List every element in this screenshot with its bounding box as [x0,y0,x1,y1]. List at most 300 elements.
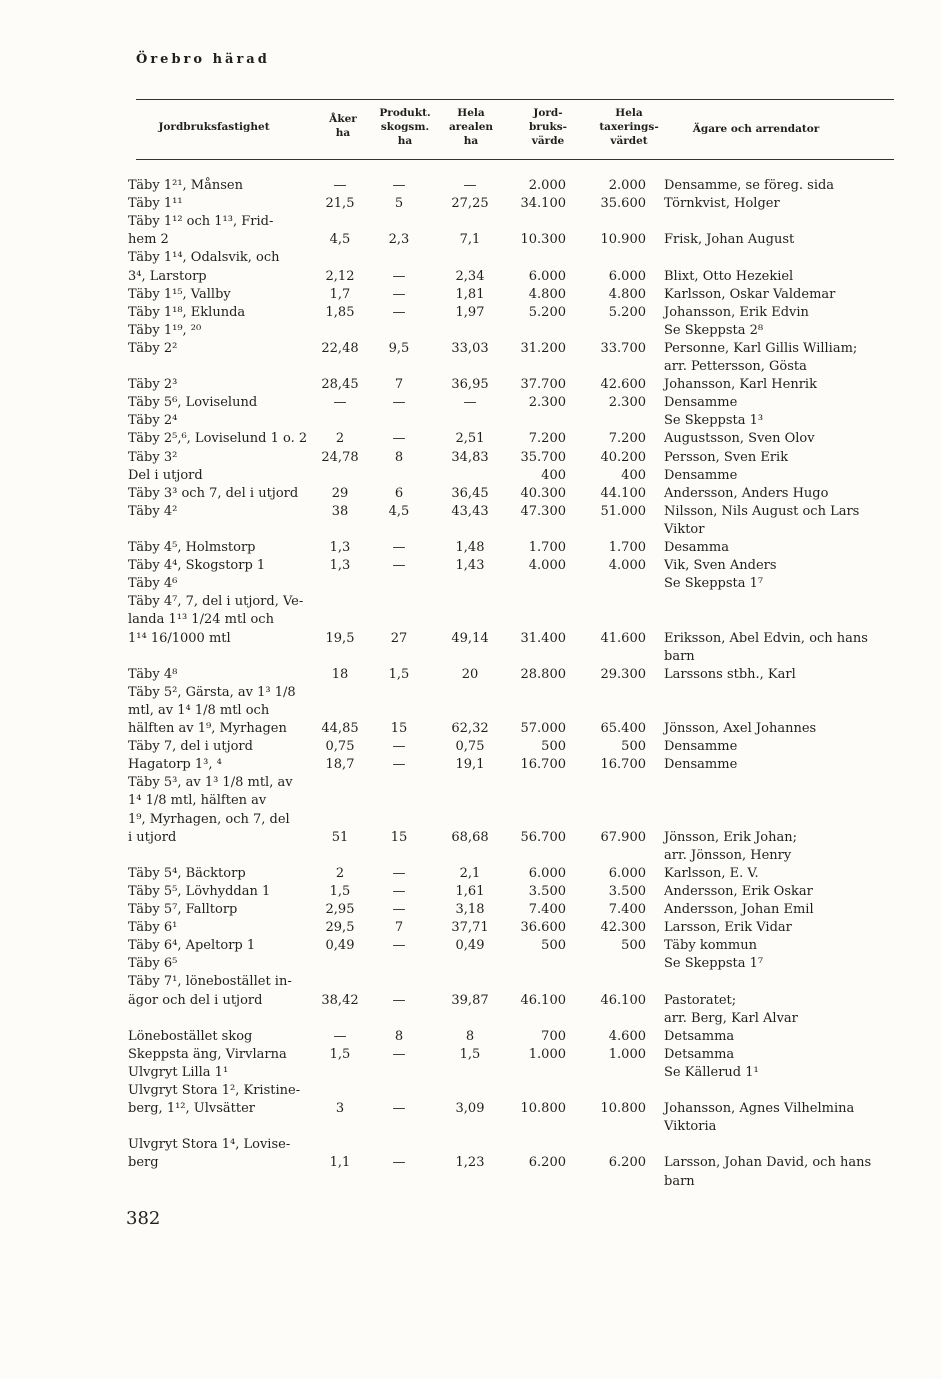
table-row [0,901,942,921]
aker-cell: 1,3 [329,558,351,574]
table-row [0,738,942,758]
aker-cell: 18,7 [325,757,355,773]
aker-cell: — [333,1028,347,1044]
aker-cell: 3 [335,1101,345,1117]
aker-cell: 38,42 [321,992,359,1008]
table-row [0,449,942,469]
areal-cell: 20 [461,666,479,682]
skog-cell: — [392,739,406,755]
areal-cell: 1,81 [455,286,485,302]
areal-cell: — [463,395,477,411]
table-row [0,322,942,342]
property-cell: Täby 2² [128,340,178,356]
property-cell: ägor och del i utjord [128,992,263,1008]
property-cell: mtl, av 1⁴ 1/8 mtl och [128,702,270,718]
jordbruksvarde-cell: 4.000 [528,558,566,574]
taxeringsvarde-cell: 6.000 [608,865,646,881]
property-cell: Täby 3³ och 7, del i utjord [128,485,299,501]
table-row [0,340,942,360]
areal-cell: 2,34 [455,268,485,284]
property-cell: Täby 2⁵,⁶, Loviselund 1 o. 2 [128,431,308,447]
skog-cell: 15 [390,721,408,736]
table-row [0,992,942,1012]
property-cell: Skeppsta äng, Virvlarna [128,1046,287,1062]
table-row [0,865,942,885]
table-row [0,467,942,487]
table-row [0,1064,942,1084]
owner-cell: Se Skeppsta 1³ [664,413,764,429]
jordbruksvarde-cell: 10.800 [520,1101,566,1117]
property-cell: Täby 5⁵, Lövhyddan 1 [128,883,271,899]
aker-cell: 0,49 [325,938,355,954]
jordbruksvarde-cell: 34.100 [520,196,566,212]
property-cell: Täby 4⁵, Holmstorp [128,540,256,555]
owner-cell: Jönsson, Erik Johan; [664,829,798,845]
table-row [0,213,942,233]
jordbruksvarde-cell: 1.000 [528,1046,566,1062]
jordbruksvarde-cell: 500 [541,938,566,954]
property-cell: Täby 4² [128,503,178,519]
owner-cell: Densamme, se föreg. sida [664,178,835,193]
aker-cell: 29,5 [325,920,355,936]
property-cell: Täby 4⁷, 7, del i utjord, Ve- [128,594,304,610]
aker-cell: 1,5 [329,883,351,899]
aker-cell: 2 [335,865,345,881]
table-row [0,955,942,975]
table-row [0,829,942,849]
aker-cell: — [333,395,347,411]
taxeringsvarde-cell: 6.200 [608,1155,646,1171]
jordbruksvarde-cell: 4.800 [528,286,566,302]
aker-cell: 51 [331,829,349,845]
owner-cell: Se Skeppsta 1⁷ [664,576,764,592]
aker-cell: 22,48 [321,340,359,356]
taxeringsvarde-cell: 4.800 [608,286,646,302]
table-row [0,394,942,414]
areal-cell: 49,14 [451,630,489,646]
property-cell: 1⁹, Myrhagen, och 7, del [128,811,290,827]
areal-cell: 7,1 [459,232,481,248]
table-row [0,648,942,668]
owner-cell: Pastoratet; [664,992,737,1008]
property-cell: Täby 7¹, lönebostället in- [128,974,292,990]
aker-cell: 1,3 [329,540,351,555]
taxeringsvarde-cell: 1.000 [608,1046,646,1062]
table-row [0,593,942,613]
table-row [0,1118,942,1138]
table-row [0,557,942,577]
property-cell: Täby 5³, av 1³ 1/8 mtl, av [128,775,293,791]
areal-cell: 0,49 [455,938,485,954]
areal-cell: 34,83 [451,449,489,465]
owner-cell: Se Skeppsta 2⁸ [664,322,764,338]
table-row [0,792,942,812]
owner-cell: arr. Berg, Karl Alvar [664,1010,798,1026]
areal-cell: 1,23 [455,1155,485,1171]
jordbruksvarde-cell: 7.200 [528,431,566,447]
owner-cell: Augustsson, Sven Olov [664,431,815,447]
property-cell: Täby 6⁴, Apeltorp 1 [128,938,256,954]
owner-cell: Viktor [664,521,705,537]
aker-cell: 29 [331,485,349,501]
table-row [0,611,942,631]
jordbruksvarde-cell: 16.700 [520,757,566,773]
skog-cell: 6 [394,485,404,501]
taxeringsvarde-cell: 2.300 [608,395,646,411]
property-cell: Täby 5⁷, Falltorp [128,902,238,917]
table-row [0,1010,942,1030]
property-cell: Hagatorp 1³, ⁴ [128,757,222,773]
jordbruksvarde-cell: 46.100 [520,992,566,1008]
areal-cell: 36,95 [451,377,489,393]
areal-cell: 3,18 [455,902,485,917]
skog-cell: 8 [394,1028,404,1044]
column-header-areal: Hela arealen ha [448,107,494,147]
aker-cell: 24,78 [321,449,359,465]
jordbruksvarde-cell: 47.300 [520,503,566,519]
aker-cell: 4,5 [329,232,351,248]
property-cell: 3⁴, Larstorp [128,268,207,284]
property-cell: Täby 5², Gärsta, av 1³ 1/8 [128,684,296,700]
property-cell: hem 2 [128,232,169,248]
skog-cell: 7 [394,377,404,393]
table-row [0,811,942,831]
table-row [0,358,942,378]
jordbruksvarde-cell: 6.200 [528,1155,566,1171]
property-cell: Täby 6¹ [128,920,178,936]
property-cell: Täby 2⁴ [128,413,178,429]
jordbruksvarde-cell: 2.300 [528,395,566,411]
areal-cell: 2,51 [455,431,485,447]
property-cell: Täby 2³ [128,377,178,393]
column-header-tax: Hela taxerings- värdet [599,107,659,147]
skog-cell: — [392,938,406,954]
property-cell: Täby 1²¹, Månsen [128,178,243,193]
jordbruksvarde-cell: 6.000 [528,865,566,881]
aker-cell: — [333,178,347,193]
column-header-skog: Produkt. skogsm. ha [379,107,431,147]
skog-cell: 1,5 [388,666,410,682]
table-row [0,1100,942,1120]
property-cell: Täby 7, del i utjord [128,739,253,755]
jordbruksvarde-cell: 31.200 [520,340,566,356]
aker-cell: 1,85 [325,304,355,320]
taxeringsvarde-cell: 2.000 [608,178,646,193]
taxeringsvarde-cell: 5.200 [608,304,646,320]
owner-cell: barn [664,648,695,664]
table-row [0,503,942,523]
owner-cell: Vik, Sven Anders [664,558,777,574]
table-row [0,666,942,686]
table-row [0,1173,942,1193]
jordbruksvarde-cell: 10.300 [520,232,566,248]
table-row [0,847,942,867]
owner-cell: Larsson, Johan David, och hans [664,1155,872,1171]
taxeringsvarde-cell: 67.900 [600,829,646,845]
areal-cell: 1,43 [455,558,485,574]
page-number: 382 [126,1208,161,1229]
table-row [0,774,942,794]
owner-cell: Täby kommun [664,938,757,954]
property-cell: Täby 1¹⁵, Vallby [128,286,231,302]
owner-cell: Johansson, Erik Edvin [664,304,809,320]
table-row [0,756,942,776]
table-row [0,1046,942,1066]
table-row [0,304,942,324]
property-cell: Täby 5⁶, Loviselund [128,395,258,411]
property-cell: Täby 1¹¹ [128,196,183,212]
property-cell: berg [128,1155,159,1171]
table-row [0,1154,942,1174]
areal-cell: 3,09 [455,1101,485,1117]
table-row [0,1136,942,1156]
page-header: Örebro härad [136,52,270,67]
owner-cell: Karlsson, E. V. [664,865,759,881]
table-row [0,630,942,650]
jordbruksvarde-cell: 1.700 [528,540,566,555]
taxeringsvarde-cell: 33.700 [600,340,646,356]
owner-cell: Andersson, Anders Hugo [664,485,829,501]
taxeringsvarde-cell: 42.300 [600,920,646,936]
aker-cell: 1,1 [329,1155,351,1171]
taxeringsvarde-cell: 65.400 [600,721,646,736]
taxeringsvarde-cell: 1.700 [608,540,646,555]
property-cell: Täby 5⁴, Bäcktorp [128,865,246,881]
taxeringsvarde-cell: 500 [621,739,646,755]
skog-cell: — [392,395,406,411]
aker-cell: 2,95 [325,902,355,917]
areal-cell: 8 [465,1028,475,1044]
aker-cell: 19,5 [325,630,355,646]
owner-cell: Eriksson, Abel Edvin, och hans [664,630,868,646]
skog-cell: 2,3 [388,232,410,248]
jordbruksvarde-cell: 7.400 [528,902,566,917]
property-cell: Täby 4⁸ [128,666,178,682]
owner-cell: Andersson, Johan Emil [664,902,814,917]
taxeringsvarde-cell: 46.100 [600,992,646,1008]
property-cell: Ulvgryt Stora 1⁴, Lovise- [128,1137,291,1153]
property-cell: Täby 6⁵ [128,956,178,972]
skog-cell: — [392,431,406,447]
table-row [0,485,942,505]
property-cell: hälften av 1⁹, Myrhagen [128,721,287,736]
table-row [0,919,942,939]
table-row [0,195,942,215]
areal-cell: 0,75 [455,739,485,755]
table-top-rule [136,99,894,100]
table-row [0,1028,942,1048]
taxeringsvarde-cell: 40.200 [600,449,646,465]
table-row [0,268,942,288]
areal-cell: 62,32 [451,721,489,736]
skog-cell: — [392,558,406,574]
table-row [0,286,942,306]
owner-cell: Blixt, Otto Hezekiel [664,268,794,284]
skog-cell: — [392,757,406,773]
aker-cell: 1,5 [329,1046,351,1062]
owner-cell: Detsamma [664,1046,735,1062]
areal-cell: 27,25 [451,196,489,212]
aker-cell: 2,12 [325,268,355,284]
column-header-property: Jordbruksfastighet [158,121,270,133]
taxeringsvarde-cell: 16.700 [600,757,646,773]
taxeringsvarde-cell: 10.900 [600,232,646,248]
taxeringsvarde-cell: 42.600 [600,377,646,393]
table-row [0,249,942,269]
table-row [0,973,942,993]
property-cell: Ulvgryt Lilla 1¹ [128,1064,229,1080]
property-cell: Täby 1¹⁴, Odalsvik, och [128,250,280,266]
table-row [0,937,942,957]
property-cell: Täby 1¹² och 1¹³, Frid- [128,214,274,230]
property-cell: berg, 1¹², Ulvsätter [128,1101,256,1117]
property-cell: i utjord [128,829,177,845]
owner-cell: Karlsson, Oskar Valdemar [664,286,836,302]
skog-cell: — [392,1101,406,1117]
jordbruksvarde-cell: 36.600 [520,920,566,936]
taxeringsvarde-cell: 51.000 [600,503,646,519]
jordbruksvarde-cell: 5.200 [528,304,566,320]
table-row [0,720,942,740]
areal-cell: 1,61 [455,883,485,899]
skog-cell: 4,5 [388,503,410,519]
property-cell: Täby 4⁶ [128,576,178,592]
taxeringsvarde-cell: 400 [621,467,646,483]
table-row [0,1082,942,1102]
table-row [0,430,942,450]
owner-cell: Se Skeppsta 1⁷ [664,956,764,972]
table-row [0,702,942,722]
taxeringsvarde-cell: 4.000 [608,558,646,574]
areal-cell: 1,5 [459,1046,481,1062]
property-cell: Täby 1¹⁹, ²⁰ [128,322,202,338]
table-row [0,521,942,541]
owner-cell: Se Källerud 1¹ [664,1064,759,1080]
skog-cell: 9,5 [388,340,410,356]
owner-cell: Detsamma [664,1028,735,1044]
taxeringsvarde-cell: 29.300 [600,666,646,682]
owner-cell: barn [664,1173,695,1189]
skog-cell: — [392,883,406,899]
skog-cell: 7 [394,920,404,936]
skog-cell: — [392,268,406,284]
property-cell: Täby 3² [128,449,178,465]
jordbruksvarde-cell: 56.700 [520,829,566,845]
areal-cell: 19,1 [455,757,485,773]
skog-cell: 15 [390,829,408,845]
column-header-jord: Jord- bruks- värde [528,107,568,147]
jordbruksvarde-cell: 700 [541,1028,566,1044]
skog-cell: — [392,1155,406,1171]
taxeringsvarde-cell: 35.600 [600,196,646,212]
owner-cell: Desamma [664,540,729,555]
property-cell: Ulvgryt Stora 1², Kristine- [128,1083,301,1098]
skog-cell: — [392,540,406,555]
areal-cell: 43,43 [451,503,489,519]
skog-cell: — [392,304,406,320]
aker-cell: 2 [335,431,345,447]
skog-cell: — [392,1046,406,1062]
aker-cell: 0,75 [325,739,355,755]
owner-cell: Frisk, Johan August [664,232,795,248]
aker-cell: 44,85 [321,721,359,736]
taxeringsvarde-cell: 7.400 [608,902,646,917]
owner-cell: Larssons stbh., Karl [664,666,796,682]
table-row [0,412,942,432]
owner-cell: Densamme [664,739,738,755]
jordbruksvarde-cell: 40.300 [520,485,566,501]
areal-cell: 37,71 [451,920,489,936]
jordbruksvarde-cell: 31.400 [520,630,566,646]
taxeringsvarde-cell: 4.600 [608,1028,646,1044]
areal-cell: 1,97 [455,304,485,320]
table-header-rule [136,159,894,160]
owner-cell: Persson, Sven Erik [664,449,789,465]
table-row [0,177,942,197]
jordbruksvarde-cell: 500 [541,739,566,755]
areal-cell: — [463,178,477,193]
owner-cell: Viktoria [664,1119,717,1135]
owner-cell: arr. Jönsson, Henry [664,847,792,863]
aker-cell: 18 [331,666,349,682]
owner-cell: Densamme [664,467,738,483]
property-cell: Täby 4⁴, Skogstorp 1 [128,558,266,574]
skog-cell: 5 [394,196,404,212]
areal-cell: 1,48 [455,540,485,555]
aker-cell: 28,45 [321,377,359,393]
owner-cell: Larsson, Erik Vidar [664,920,792,936]
taxeringsvarde-cell: 6.000 [608,268,646,284]
owner-cell: Törnkvist, Holger [664,196,780,212]
aker-cell: 38 [331,503,349,519]
owner-cell: Johansson, Karl Henrik [664,377,817,393]
skog-cell: — [392,865,406,881]
owner-cell: Densamme [664,757,738,773]
column-header-owner: Ägare och arrendator [692,123,820,135]
skog-cell: — [392,992,406,1008]
taxeringsvarde-cell: 500 [621,938,646,954]
owner-cell: Johansson, Agnes Vilhelmina [664,1101,855,1117]
jordbruksvarde-cell: 6.000 [528,268,566,284]
jordbruksvarde-cell: 28.800 [520,666,566,682]
owner-cell: Nilsson, Nils August och Lars [664,503,860,519]
jordbruksvarde-cell: 37.700 [520,377,566,393]
jordbruksvarde-cell: 35.700 [520,449,566,465]
property-cell: Lönebostället skog [128,1028,253,1044]
jordbruksvarde-cell: 3.500 [528,883,566,899]
property-cell: landa 1¹³ 1/24 mtl och [128,612,274,628]
taxeringsvarde-cell: 7.200 [608,431,646,447]
skog-cell: 27 [390,630,408,646]
owner-cell: arr. Pettersson, Gösta [664,359,807,374]
table-row [0,684,942,704]
aker-cell: 21,5 [325,196,355,212]
property-cell: Del i utjord [128,467,203,483]
table-row [0,376,942,396]
table-row [0,231,942,251]
jordbruksvarde-cell: 400 [541,467,566,483]
taxeringsvarde-cell: 3.500 [608,883,646,899]
table-row [0,539,942,559]
property-cell: 1⁴ 1/8 mtl, hälften av [128,793,267,809]
owner-cell: Personne, Karl Gillis William; [664,340,858,356]
table-row [0,883,942,903]
column-header-aker: Åker ha [329,113,357,139]
taxeringsvarde-cell: 44.100 [600,485,646,501]
aker-cell: 1,7 [329,286,351,302]
areal-cell: 68,68 [451,829,489,845]
skog-cell: — [392,178,406,193]
